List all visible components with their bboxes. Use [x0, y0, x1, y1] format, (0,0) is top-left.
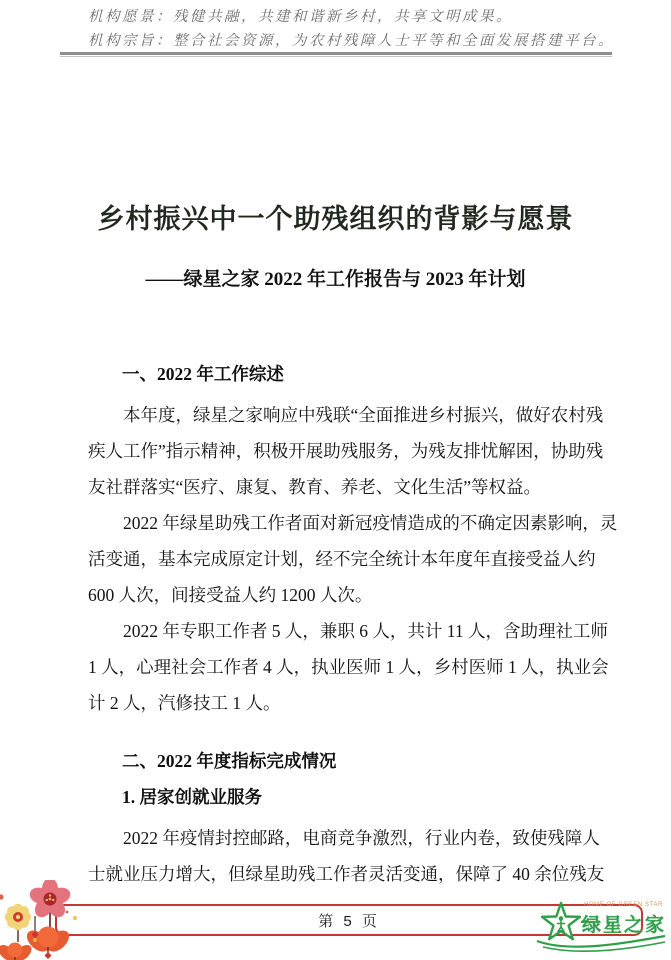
paragraph-3: [88, 613, 609, 721]
body-line: 2022 年绿星助残工作者面对新冠疫情造成的不确定因素影响，灵: [123, 513, 618, 533]
header-rule: [60, 52, 612, 57]
section2-heading: 二、2022 年度指标完成情况: [122, 751, 337, 771]
page-number: 第 5 页: [318, 912, 380, 930]
body-line: 2022 年疫情封控邮路，电商竞争激烈，行业内卷，致使残障人: [123, 828, 600, 848]
logo-name: 绿星之家: [581, 915, 666, 936]
header-mission-line: 机构宗旨：整合社会资源，为农村残障人士平等和全面发展搭建平台。: [88, 33, 615, 49]
body-line: 600 人次，间接受益人约 1200 人次。: [88, 585, 373, 605]
paragraph-1: [88, 397, 603, 505]
subsection1-heading: 1. 居家创就业服务: [122, 787, 262, 807]
section1-heading: 一、2022 年工作综述: [122, 364, 284, 384]
paragraph-2: [88, 505, 617, 613]
body-line: 计 2 人，汽修技工 1 人。: [88, 693, 281, 713]
flower-decoration: [0, 880, 99, 960]
body-line: 疾人工作”指示精神，积极开展助残服务，为残友排忧解困，协助残: [88, 441, 604, 461]
header-vision-line: 机构愿景：残健共融，共建和谐新乡村，共享文明成果。: [88, 9, 513, 25]
green-star-logo: [535, 891, 667, 960]
body-line: 士就业压力增大，但绿星助残工作者灵活变通，保障了 40 余位残友: [88, 864, 605, 884]
page-subtitle: ——绿星之家 2022 年工作报告与 2023 年计划: [145, 269, 526, 290]
body-line: 2022 年专职工作者 5 人，兼职 6 人，共计 11 人，含助理社工师: [123, 621, 608, 641]
paragraph-4: [88, 820, 604, 892]
body-line: 本年度，绿星之家响应中残联“全面推进乡村振兴，做好农村残: [123, 405, 604, 425]
body-line: 友社群落实“医疗、康复、教育、养老、文化生活”等权益。: [88, 477, 542, 497]
body-line: 活变通，基本完成原定计划，经不完全统计本年度年直接受益人约: [88, 549, 596, 569]
body-line: 1 人，心理社会工作者 4 人，执业医师 1 人，乡村医师 1 人，执业会: [88, 657, 609, 677]
logo-tagline: HOME OF GREEN STAR: [583, 902, 663, 908]
flower-ornament-icon: [0, 880, 99, 960]
page-title: 乡村振兴中一个助残组织的背影与愿景: [97, 204, 574, 234]
